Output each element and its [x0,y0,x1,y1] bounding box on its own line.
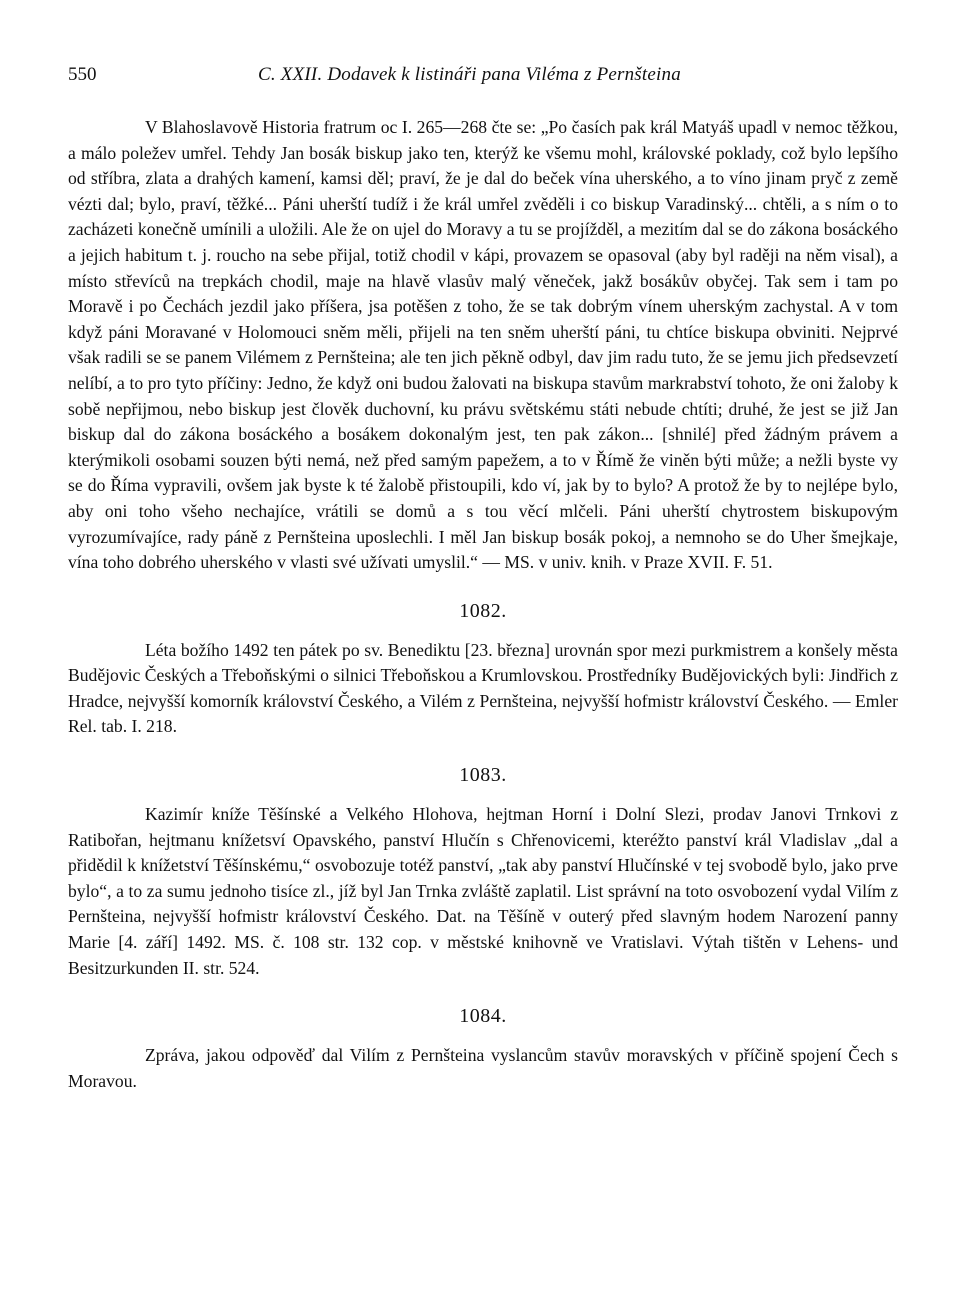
continuation-paragraph: V Blahoslavově Historia fratrum oc I. 265—268 čte se: „Po časích pak král Matyáš upadl v nemoc těžkou, a málo poležev umřel. Tehdy Jan bosák biskup jako ten, kterýž ke všemu mohl, královské poklady, což bylo lepšího od stříbra, zlata a drahých kamení, kamsi děl; praví, že je dal do beček vína uherského, a to víno jinam pryč z země vézti dal; bylo, praví, těžké... Páni uherští tudíž i že král umřel zvěděli i co biskup Varadinský... chtěli, a s ním o to zacházeti konečně umínili a uložili. Ale že on ujel do Moravy a tu se projížděl, a mezitím dal se do zákona bosáckého a jejich habitum t. j. roucho na sebe přijal, totiž chodil v kápi, provazem se opasoval (aby byl raději na něm visal), a místo střevíců na trepkách chodil, maje na hlavě vlasův malý věneček, jakž bosákův obyčej. Tak sem i tam po Moravě i po Čechách jezdil jako příšera, jsa potěšen z toho, že se tak dobrým vínem uherským zachystal. A v tom když páni Moravané v Holomouci sněm měli, přijeli na ten sněm uherští páni, tu chtíce biskupa obviniti. Nejprvé však radili se se panem Vilémem z Pernšteina; ale ten jich pěkně odbyl, dav jim radu tuto, že se jemu jich předsevzetí nelíbí, a to pro tyto příčiny: Jedno, že když oni budou žalovati na biskupa stavům markrabství tohoto, že oni žaloby k sobě nepřijmou, nebo biskup jest člověk duchovní, ku právu světskému státi nebude chtíti; druhé, že jest se již Jan biskup dal do zákona bosáckého a bosákem dokonalým jest, ten pak zákon... [shnilé] před žádným právem a kterýmikoli osobami souzen býti nemá, než před samým papežem, a to v Římě že viněn býti může; a nežli byste vy se do Říma vypravili, ovšem jak byste k té žalobě přistoupili, kdo ví, jak by to bylo? A protož že by to nejlépe bylo, aby oni toho všeho nechajíce, vrátili se domů a s tou věcí mlčeli. Páni uherští chytrostem biskupovým vyrozumívajíce, rady páně z Pernšteina uposlechli. I měl Jan biskup bosák pokoj, a nemnoho se do Uher šmejkaje, vína toho dobrého uherského v vlasti své užívati umyslil.“ — MS. v univ. knih. v Praze XVII. F. 51. [68,117,898,573]
entry-number: 1082. [459,599,507,622]
continuation-block [68,115,898,576]
entry-paragraph: Léta božího 1492 ten pátek po sv. Benediktu [23. března] urovnán spor mezi purkmistrem a konšely města Budějovic Českých a Třeboňskými o silnici Třeboňskou a Krumlovskou. Prostředníky Budějovických byli: Jindřich z Hradce, nejvyšší komorník království Českého, a Vilém z Pernšteina, nejvyšší hofmistr království Českého. — Emler Rel. tab. I. 218. [68,639,898,737]
entry-paragraph: Zpráva, jakou odpověď dal Vilím z Pernšteina vyslancům stavův moravských v příčině spojení Čech s Moravou. [68,1045,898,1091]
entry-1083 [68,762,898,981]
running-title: C. XXII. Dodavek k listináři pana Viléma z Pernšteina [258,64,681,85]
entry-1084 [68,1003,898,1094]
entry-paragraph: Kazimír kníže Těšínské a Velkého Hlohova, hejtman Horní i Dolní Slezi, prodav Janovi Trnkovi z Ratibořan, hejtmanu knížetsví Opavského, panství Hlučín s Chřenovicemi, kteréžto panství král Vladislav „dal a přidědil k knížetství Těšínskému,“ osvobozuje totéž panství, „tak aby panství Hlučínské v tej svobodě bylo, jako prve bylo“, a to za sumu jednoho tisíce zl., jíž byl Jan Trnka zvláště zaplatil. List správní na toto osvobození vydal Vilím z Pernšteina, nejvyšší hofmistr království Českého. Dat. na Těšíně v outerý před slavným hodem Narození panny Marie [4. září] 1492. MS. č. 108 str. 132 cop. v městské knihovně ve Vratislavi. Výtah tištěn v Lehens- und Besitzurkunden II. str. 524. [68,804,898,978]
entry-1082 [68,598,898,740]
entry-number: 1084. [459,1005,507,1028]
entry-number: 1083. [459,764,507,787]
running-head [68,62,898,88]
page-number: 550 [68,64,97,85]
